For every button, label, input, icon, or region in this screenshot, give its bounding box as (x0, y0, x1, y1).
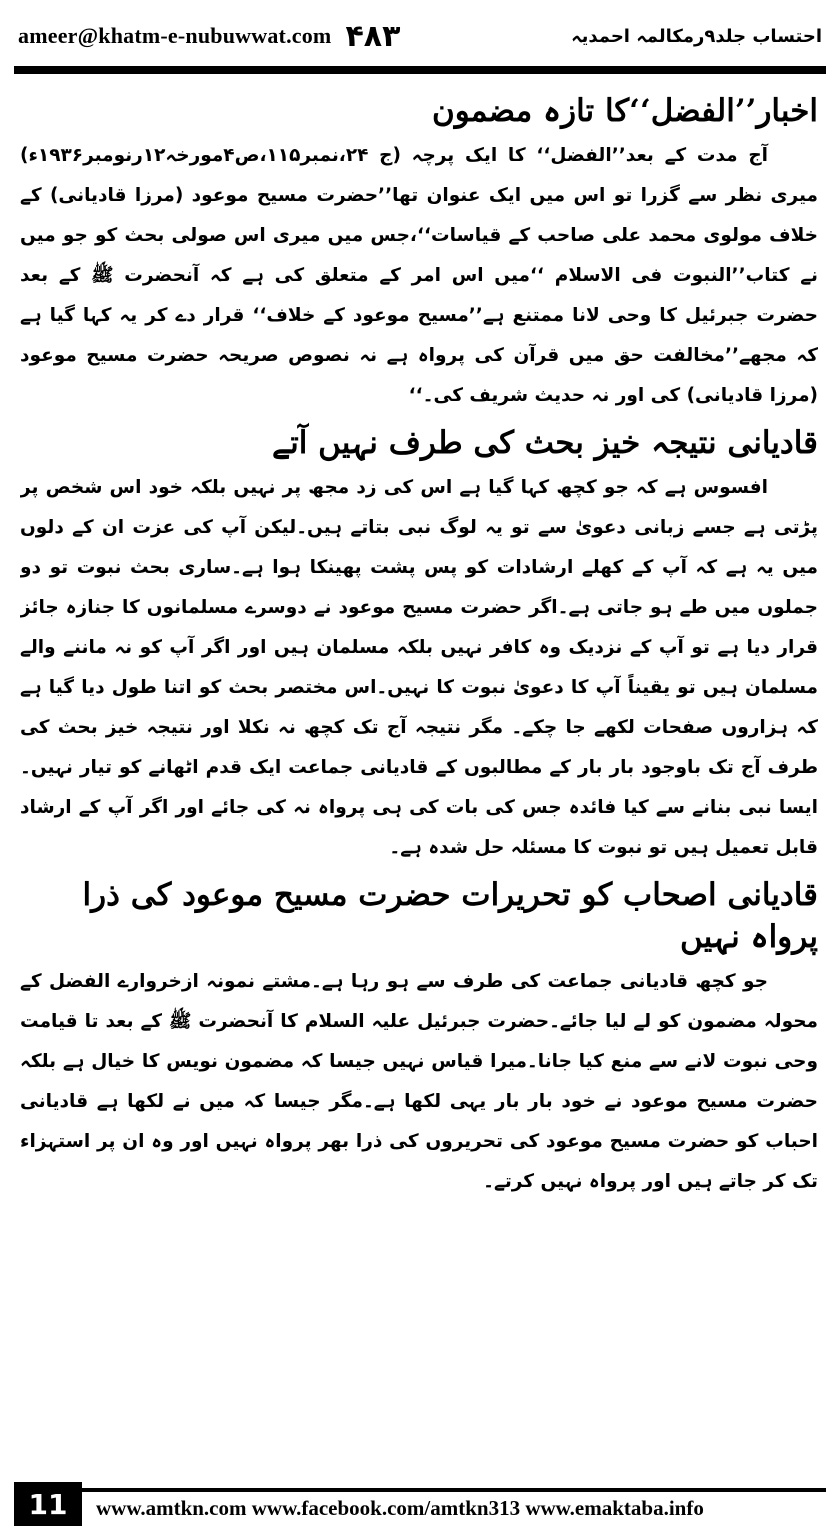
section-paragraph-3: جو کچھ قادیانی جماعت کی طرف سے ہو رہا ہے۔مشتے نمونہ ازخروارے الفضل کے محولہ مضمون کو لے لیا جائے۔حضرت جبرئیل علیہ السلام کا آنحضرت ﷺ کے بعد تا قیامت وحی نبوت لانے سے منع کیا جانا۔میرا قیاس نہیں جیسا کہ مضمون نویس کا خیال ہے بلکہ حضرت مسیح موعود نے خود بار بار یہی لکھا ہے۔مگر جیسا کہ میں نے لکھا ہے قادیانی احباب کو حضرت مسیح موعود کی تحریروں کی ذرا بھر پرواہ نہیں اور وہ ان پر استہزاء تک کر جاتے ہیں اور پرواہ نہیں کرتے۔ (20, 971, 818, 1192)
page-content (20, 84, 818, 1460)
header-left (18, 19, 400, 54)
footer-rule (14, 1488, 826, 1492)
section-paragraph-1: آج مدت کے بعد’’الفضل‘‘ کا ایک پرچہ (ج ۲۴،نمبر۱۱۵،ص۴مورخہ۱۲رنومبر۱۹۳۶ء) میری نظر سے گزرا تو اس میں ایک عنوان تھا’’حضرت مسیح موعود (مرزا قادیانی) کے خلاف مولوی محمد علی صاحب کے قیاسات‘‘،جس میں میری اس صولی بحث کو جو میں نے کتاب’’النبوت فی الاسلام ‘‘میں اس امر کے متعلق کی ہے کہ آنحضرت ﷺ کے بعد حضرت جبرئیل کا وحی لانا ممتنع ہے’’مسیح موعود کے خلاف‘‘ قرار دے کر یہ کہا گیا ہے کہ مجھے’’مخالفت حق میں قرآن کی پرواہ ہے نہ نصوص صریحہ حضرت مسیح موعود (مرزا قادیانی) کی اور نہ حدیث شریف کی۔‘‘ (20, 145, 818, 406)
section-heading-2: قادیانی نتیجہ خیز بحث کی طرف نہیں آتے (271, 425, 818, 461)
header-email: ameer@khatm-e-nubuwwat.com (18, 23, 332, 48)
section-heading-3: قادیانی اصحاب کو تحریرات حضرت مسیح موعود کی ذرا پرواہ نہیں (82, 877, 818, 955)
header-book-title: احتساب جلد۹رمکالمہ احمدیہ (571, 25, 822, 47)
page-footer (14, 1482, 826, 1526)
header-page-number: ۴۸۳ (345, 18, 401, 54)
section-paragraph-2: افسوس ہے کہ جو کچھ کہا گیا ہے اس کی زد مجھ پر نہیں بلکہ خود اس شخص پر پڑتی ہے جسے زبانی دعویٰ سے تو یہ لوگ نبی بتاتے ہیں۔لیکن آپ کی عزت ان کے دلوں میں یہ ہے کہ آپ کے کھلے ارشادات کو پس پشت پھینکا ہوا ہے۔ساری بحث نبوت تو دو جملوں میں طے ہو جاتی ہے۔اگر حضرت مسیح موعود نے دوسرے مسلمانوں کا جنازہ جائز قرار دیا ہے تو آپ کے نزدیک وہ کافر نہیں بلکہ مسلمان ہیں اور اگر آپ کو نہ ماننے والے مسلمان ہیں تو یقیناً آپ کا دعویٰ نبوت کا نہیں۔اس مختصر بحث کو اتنا طول دیا گیا ہے کہ ہزاروں صفحات لکھے جا چکے۔ مگر نتیجہ آج تک کچھ نہ نکلا اور نتیجہ خیز بحث کی طرف آج تک باوجود بار بار کے مطالبوں کے قادیانی جماعت ایک قدم اٹھانے کو تیار نہیں۔ایسا نبی بنانے سے کیا فائدہ جس کی بات کی ہی پرواہ نہ کی جائے اور اگر آپ کے ارشاد قابل تعمیل ہیں تو نبوت کا مسئلہ حل شدہ ہے۔ (20, 477, 818, 858)
section-heading-1: اخبار’’الفضل‘‘کا تازہ مضمون (431, 93, 818, 129)
footer-page-index: 11 (14, 1482, 82, 1526)
footer-urls: www.amtkn.com www.facebook.com/amtkn313 www.emaktaba.info (96, 1496, 704, 1520)
page-header (18, 10, 822, 62)
header-rule (14, 66, 826, 74)
